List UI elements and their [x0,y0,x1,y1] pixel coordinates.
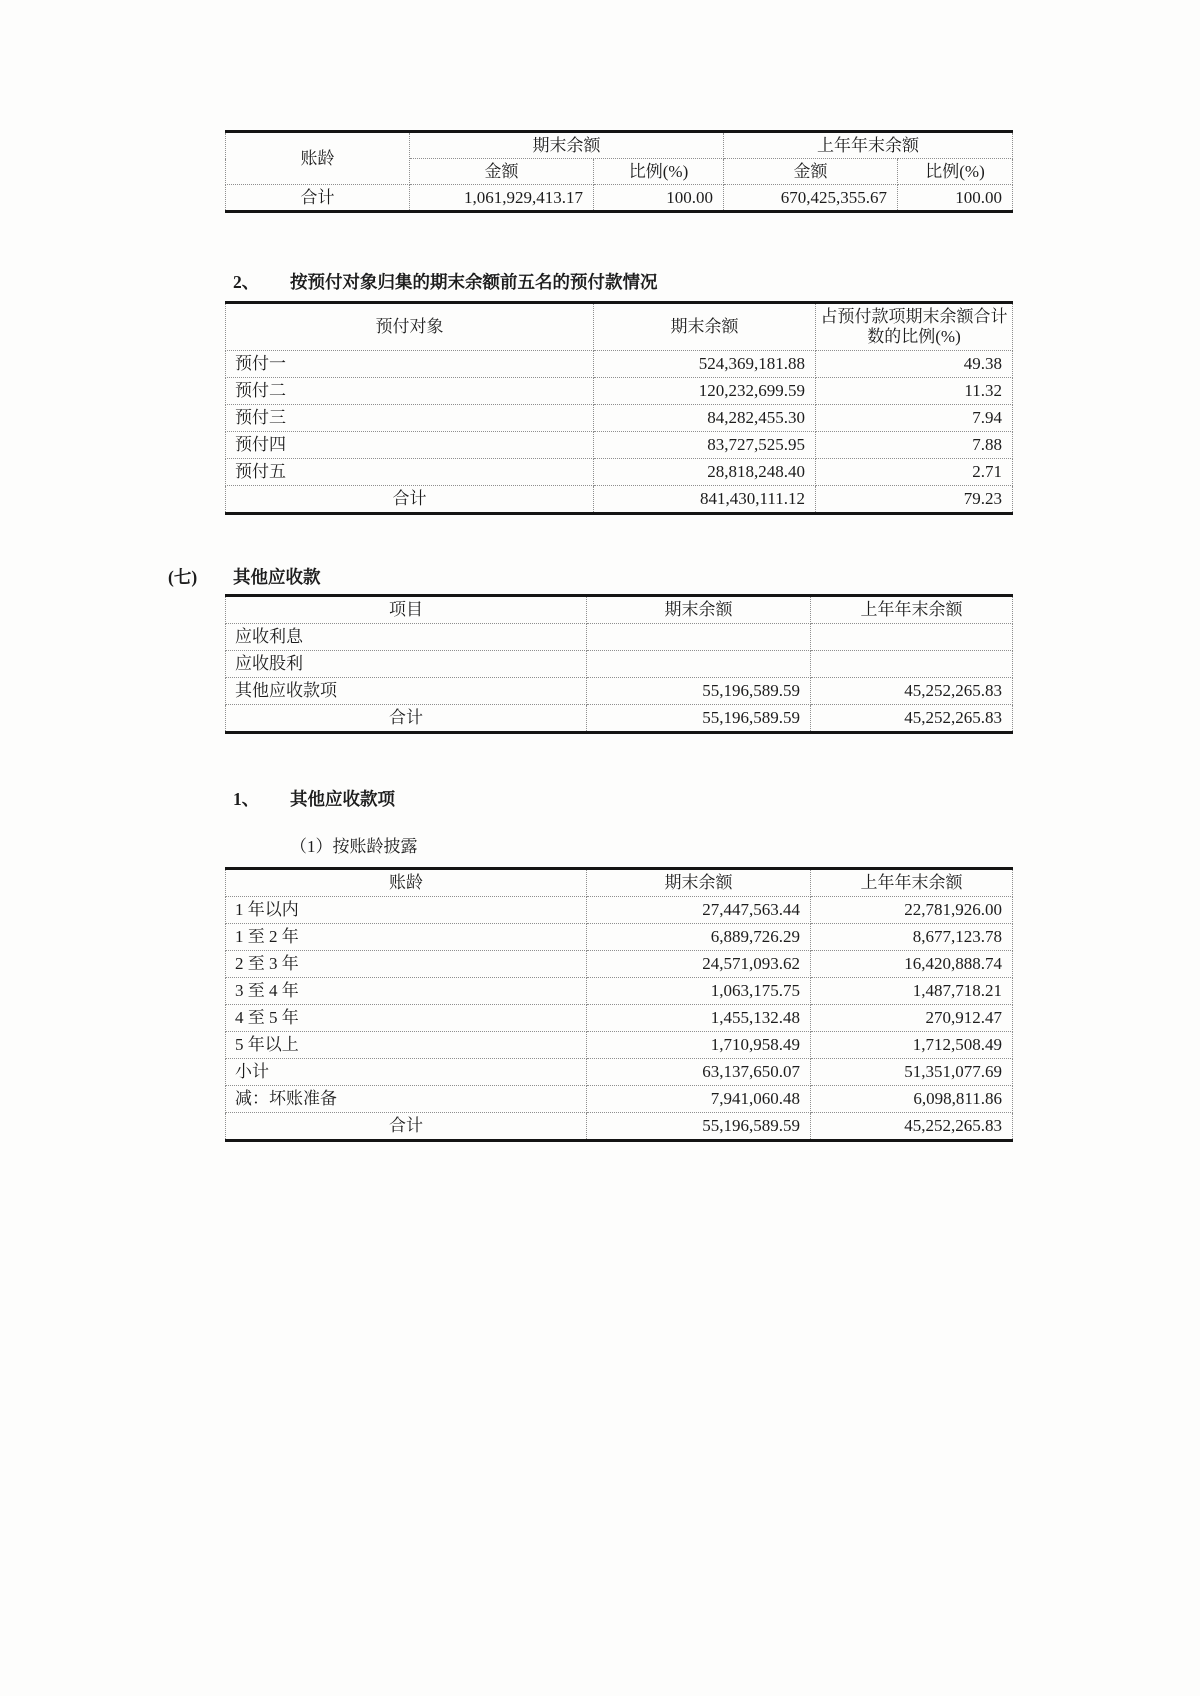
section-title: 按预付对象归集的期末余额前五名的预付款情况 [290,272,658,292]
row-ending: 7,941,060.48 [587,1086,811,1113]
table-header-row [226,303,1013,351]
row-ratio: 2.71 [816,459,1013,486]
row-label: 2 至 3 年 [226,951,587,978]
total-ratio: 79.23 [816,486,1013,514]
row-label: 预付一 [226,351,594,378]
row-label: 小计 [226,1059,587,1086]
total-prior: 45,252,265.83 [811,1113,1013,1141]
document-content [168,130,1012,1142]
aging-summary-table [225,130,1013,213]
table-row [226,678,1013,705]
total-prior-ratio: 100.00 [898,185,1013,212]
table-row [226,924,1013,951]
row-label: 预付二 [226,378,594,405]
row-ending: 1,710,958.49 [587,1032,811,1059]
total-ending-ratio: 100.00 [594,185,724,212]
header-prior-balance: 上年年末余额 [811,596,1013,624]
row-ratio: 7.94 [816,405,1013,432]
total-label: 合计 [226,185,410,212]
section-heading-prepay-top5 [225,269,1012,294]
row-label: 预付四 [226,432,594,459]
table-row [226,432,1013,459]
row-prior: 51,351,077.69 [811,1059,1013,1086]
row-ratio: 11.32 [816,378,1013,405]
header-amount-ending: 金额 [410,159,594,185]
total-ending: 55,196,589.59 [587,1113,811,1141]
header-ratio-of-total: 占预付款项期末余额合计数的比例(%) [816,303,1013,351]
total-label: 合计 [226,486,594,514]
table-row [226,459,1013,486]
table-row [226,651,1013,678]
header-aging: 账龄 [226,869,587,897]
row-label: 4 至 5 年 [226,1005,587,1032]
row-prior: 16,420,888.74 [811,951,1013,978]
total-ending: 55,196,589.59 [587,705,811,733]
header-ratio-prior: 比例(%) [898,159,1013,185]
total-row [226,705,1013,733]
header-ending-balance: 期末余额 [587,869,811,897]
row-amount: 28,818,248.40 [594,459,816,486]
table-row [226,1086,1013,1113]
header-item: 项目 [226,596,587,624]
table-row [226,624,1013,651]
table-row [226,405,1013,432]
row-label: 5 年以上 [226,1032,587,1059]
row-label: 1 年以内 [226,897,587,924]
table-row [226,378,1013,405]
table-header-row [226,596,1013,624]
total-prior-amount: 670,425,355.67 [724,185,898,212]
row-prior [811,651,1013,678]
header-group-prior: 上年年末余额 [724,132,1013,159]
row-ending: 63,137,650.07 [587,1059,811,1086]
table-row [226,1059,1013,1086]
total-amount: 841,430,111.12 [594,486,816,514]
row-prior: 270,912.47 [811,1005,1013,1032]
row-ending: 1,455,132.48 [587,1005,811,1032]
row-label: 减：坏账准备 [226,1086,587,1113]
total-row [226,185,1013,212]
total-ending-amount: 1,061,929,413.17 [410,185,594,212]
row-ending [587,651,811,678]
row-prior [811,624,1013,651]
row-amount: 120,232,699.59 [594,378,816,405]
header-group-ending: 期末余额 [410,132,724,159]
row-ending: 27,447,563.44 [587,897,811,924]
section-heading-other-receivables [168,564,1012,589]
section-number: 2、 [233,272,260,292]
total-row [226,486,1013,514]
table-row [226,1032,1013,1059]
table-row [226,978,1013,1005]
aging-disclosure-table [225,867,1013,1142]
row-prior: 1,712,508.49 [811,1032,1013,1059]
header-ending-balance: 期末余额 [594,303,816,351]
prepay-top5-table [225,301,1013,515]
table-row [226,351,1013,378]
header-aging: 账龄 [226,132,410,185]
row-ending: 6,889,726.29 [587,924,811,951]
row-prior: 45,252,265.83 [811,678,1013,705]
header-ending-balance: 期末余额 [587,596,811,624]
section-title: 其他应收款项 [290,789,395,809]
row-label: 其他应收款项 [226,678,587,705]
row-ending [587,624,811,651]
row-amount: 524,369,181.88 [594,351,816,378]
row-label: 1 至 2 年 [226,924,587,951]
row-ratio: 49.38 [816,351,1013,378]
row-prior: 1,487,718.21 [811,978,1013,1005]
section-heading-other-receivable-items [225,786,1012,811]
header-prior-balance: 上年年末余额 [811,869,1013,897]
row-amount: 83,727,525.95 [594,432,816,459]
row-label: 3 至 4 年 [226,978,587,1005]
section-title: 其他应收款 [233,567,321,587]
row-amount: 84,282,455.30 [594,405,816,432]
row-ending: 1,063,175.75 [587,978,811,1005]
row-prior: 6,098,811.86 [811,1086,1013,1113]
row-label: 应收利息 [226,624,587,651]
table-row [226,951,1013,978]
other-receivables-table [225,594,1013,734]
row-ratio: 7.88 [816,432,1013,459]
row-ending: 24,571,093.62 [587,951,811,978]
total-row [226,1113,1013,1141]
row-prior: 8,677,123.78 [811,924,1013,951]
header-ratio-ending: 比例(%) [594,159,724,185]
row-label: 应收股利 [226,651,587,678]
header-amount-prior: 金额 [724,159,898,185]
total-label: 合计 [226,1113,587,1141]
total-prior: 45,252,265.83 [811,705,1013,733]
section-number: (七) [168,567,198,587]
row-prior: 22,781,926.00 [811,897,1013,924]
table-header-row [226,132,1013,159]
header-prepay-object: 预付对象 [226,303,594,351]
total-label: 合计 [226,705,587,733]
section-number: 1、 [233,789,260,809]
row-ending: 55,196,589.59 [587,678,811,705]
table-row [226,1005,1013,1032]
table-row [226,897,1013,924]
table-header-row [226,869,1013,897]
row-label: 预付五 [226,459,594,486]
row-label: 预付三 [226,405,594,432]
subsection-title-aging-disclosure: （1）按账龄披露 [290,837,418,856]
